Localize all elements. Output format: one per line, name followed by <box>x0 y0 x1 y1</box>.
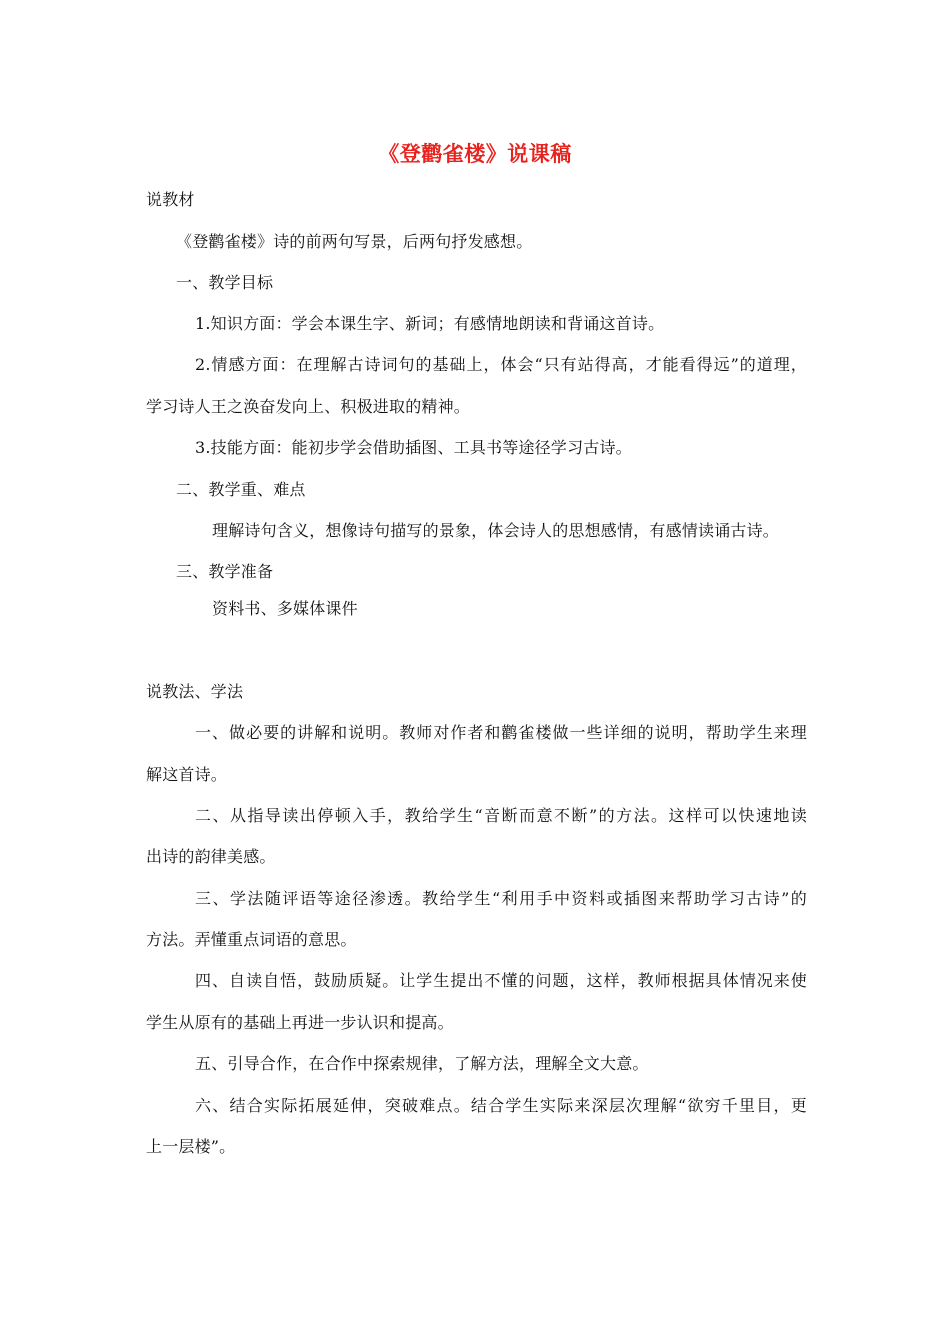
subheading-preparation: 三、教学准备 <box>176 562 274 581</box>
method-item-line2: 上一层楼”。 <box>146 1137 236 1156</box>
method-item-line2: 方法。弄懂重点词语的意思。 <box>146 930 357 949</box>
goal-item-emotion-line2: 学习诗人王之涣奋发向上、积极进取的精神。 <box>146 397 471 416</box>
goal-item-emotion-line1: 2.情感方面：在理解古诗词句的基础上，体会“只有站得高，才能看得远”的道理， <box>195 355 807 374</box>
subheading-key-points: 二、教学重、难点 <box>176 480 306 499</box>
method-item-line1: 四、自读自悟，鼓励质疑。让学生提出不懂的问题，这样，教师根据具体情况来使 <box>195 971 807 990</box>
method-item-line1: 一、做必要的讲解和说明。教师对作者和鹳雀楼做一些详细的说明，帮助学生来理 <box>195 723 807 742</box>
method-item-line2: 解这首诗。 <box>146 765 228 784</box>
section-heading-teaching-material: 说教材 <box>146 190 195 209</box>
method-item-line1: 六、结合实际拓展延伸，突破难点。结合学生实际来深层次理解“欲穷千里目，更 <box>195 1096 807 1115</box>
section-heading-methods: 说教法、学法 <box>146 682 244 701</box>
section-intro: 《登鹳雀楼》诗的前两句写景，后两句抒发感想。 <box>176 232 533 251</box>
subheading-teaching-goals: 一、教学目标 <box>176 273 274 292</box>
key-points-text: 理解诗句含义，想像诗句描写的景象，体会诗人的思想感情，有感情读诵古诗。 <box>212 521 780 540</box>
method-item-line2: 出诗的韵律美感。 <box>146 847 276 866</box>
method-item-line1: 三、学法随评语等途径渗透。教给学生“利用手中资料或插图来帮助学习古诗”的 <box>195 889 807 908</box>
method-item-line1: 五、引导合作，在合作中探索规律，了解方法，理解全文大意。 <box>195 1054 649 1073</box>
method-item-line2: 学生从原有的基础上再进一步认识和提高。 <box>146 1013 454 1032</box>
goal-item-skill: 3.技能方面：能初步学会借助插图、工具书等途径学习古诗。 <box>195 438 632 457</box>
preparation-text: 资料书、多媒体课件 <box>212 599 358 618</box>
method-item-line1: 二、从指导读出停顿入手，教给学生“音断而意不断”的方法。这样可以快速地读 <box>195 806 807 825</box>
goal-item-knowledge: 1.知识方面：学会本课生字、新词；有感情地朗读和背诵这首诗。 <box>195 314 665 333</box>
document-title: 《登鹳雀楼》说课稿 <box>378 141 572 166</box>
